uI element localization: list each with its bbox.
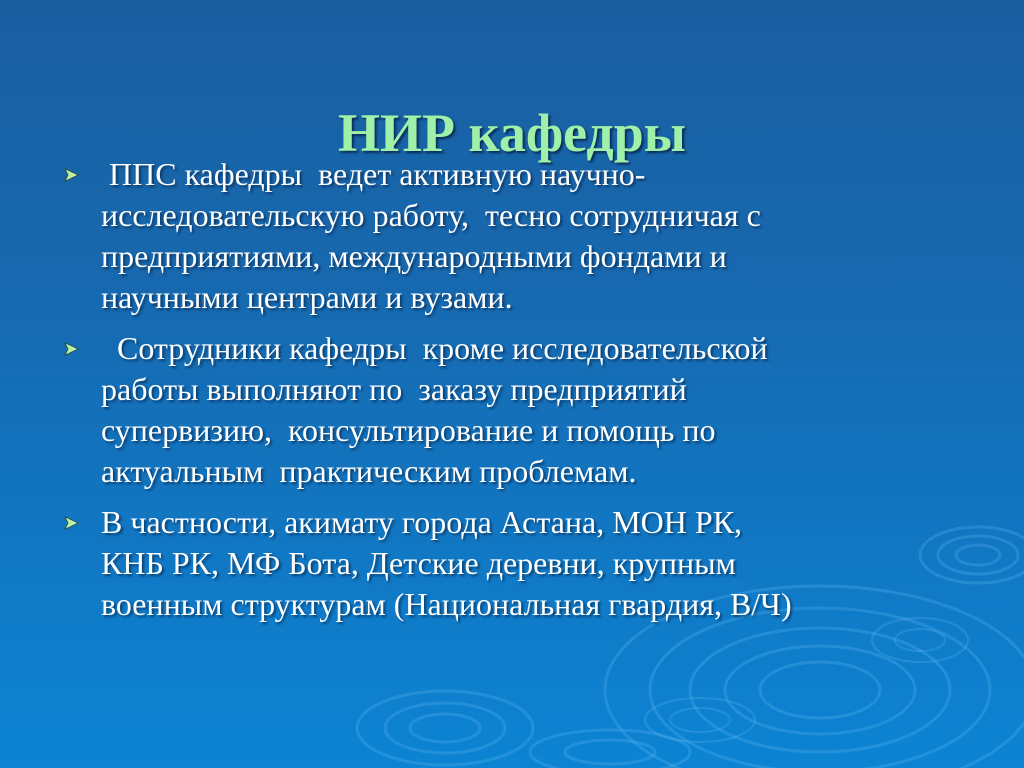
chevron-arrow-icon [64, 341, 80, 357]
bullet-text: ППС кафедры ведет активную научно- исследовательскую работу, тесно сотрудничая с предприятиями, международными фондами и научными центрами и вузами. [101, 156, 761, 315]
chevron-arrow-icon [64, 515, 80, 531]
bullet-item [64, 154, 964, 318]
slide-title: НИР кафедры [338, 103, 686, 164]
bullet-list [64, 154, 964, 635]
bullet-item [64, 502, 964, 625]
bullet-item [64, 328, 964, 492]
bullet-text: Сотрудники кафедры кроме исследовательской работы выполняют по заказу предприятий супервизию, консультирование и помощь по актуальным практическим проблемам. [101, 330, 768, 489]
bullet-text: В частности, акимату города Астана, МОН РК, КНБ РК, МФ Бота, Детские деревни, крупным военным структурам (Национальная гвардия, В/Ч) [101, 504, 792, 622]
chevron-arrow-icon [64, 167, 80, 183]
